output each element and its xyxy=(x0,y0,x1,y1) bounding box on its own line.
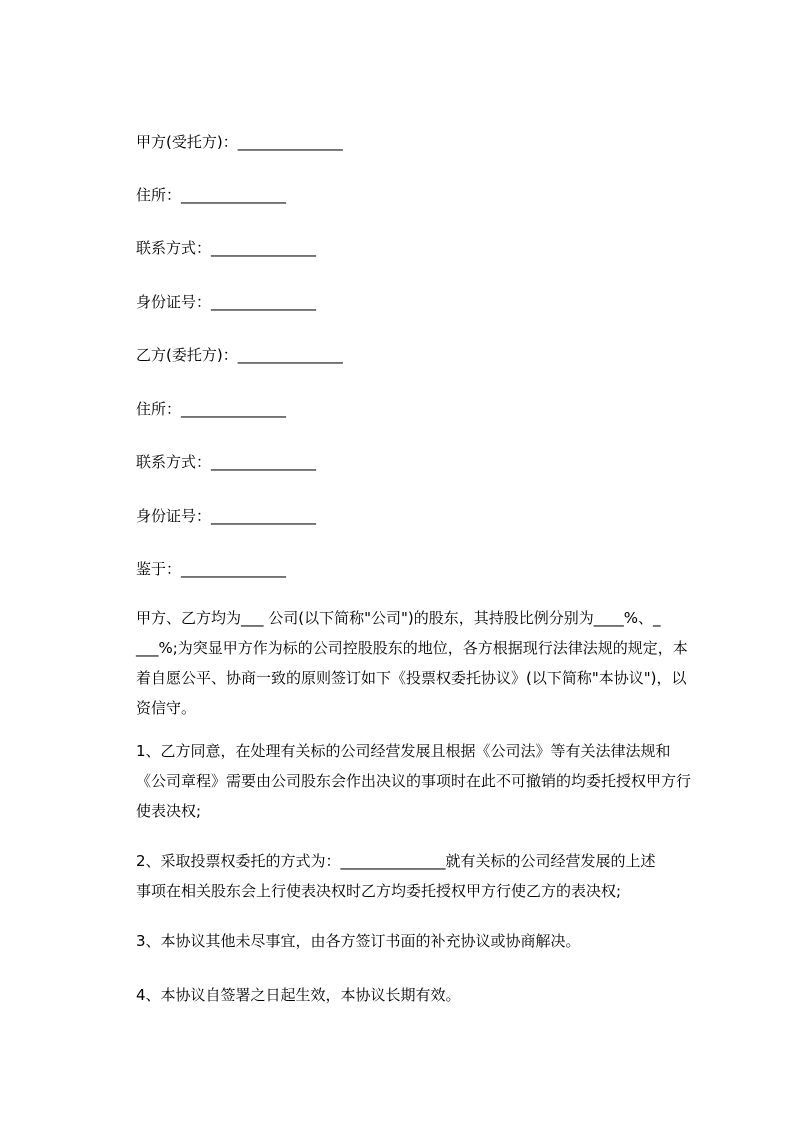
party-b-name-field: 乙方(委托方)：______________ xyxy=(136,346,343,364)
intro-line: 着自愿公平、协商一致的原则签订如下《投票权委托协议》(以下简称"本协议")，以 xyxy=(136,669,687,687)
clause-line: 1、乙方同意，在处理有关标的公司经营发展且根据《公司法》等有关法律法规和 xyxy=(136,742,671,760)
party-b-id-field: 身份证号：______________ xyxy=(136,507,317,525)
clause-3 xyxy=(136,926,708,956)
clause-line: 《公司章程》需要由公司股东会作出决议的事项时在此不可撤销的均委托授权甲方行 xyxy=(136,772,692,790)
party-b-contact-field: 联系方式：______________ xyxy=(136,453,317,471)
clause-2 xyxy=(136,846,708,906)
clause-line: 事项在相关股东会上行使表决权时乙方均委托授权甲方行使乙方的表决权; xyxy=(136,882,622,900)
clause-1 xyxy=(136,736,708,826)
party-a-id-field: 身份证号：______________ xyxy=(136,293,317,311)
intro-paragraph xyxy=(136,603,708,723)
intro-line: 资信守。 xyxy=(136,699,197,717)
clause-4 xyxy=(136,980,708,1010)
party-b-address-field: 住所：______________ xyxy=(136,400,287,418)
party-a-contact-field: 联系方式：______________ xyxy=(136,239,317,257)
whereas-field: 鉴于：______________ xyxy=(136,560,287,578)
clause-line: 使表决权; xyxy=(136,802,202,820)
party-a-address-field: 住所：______________ xyxy=(136,186,287,204)
party-a-name-field: 甲方(受托方)：______________ xyxy=(136,133,343,151)
intro-line: ___%;为突显甲方作为标的公司控股股东的地位，各方根据现行法律法规的规定，本 xyxy=(136,639,688,657)
clause-line: 4、本协议自签署之日起生效，本协议长期有效。 xyxy=(136,986,461,1004)
clause-line: 3、本协议其他未尽事宜，由各方签订书面的补充协议或协商解决。 xyxy=(136,932,581,950)
clause-line: 2、采取投票权委托的方式为：______________就有关标的公司经营发展的上述 xyxy=(136,852,656,870)
intro-line: 甲方、乙方均为___ 公司(以下简称"公司")的股东，其持股比例分别为____%、_ xyxy=(136,609,661,627)
